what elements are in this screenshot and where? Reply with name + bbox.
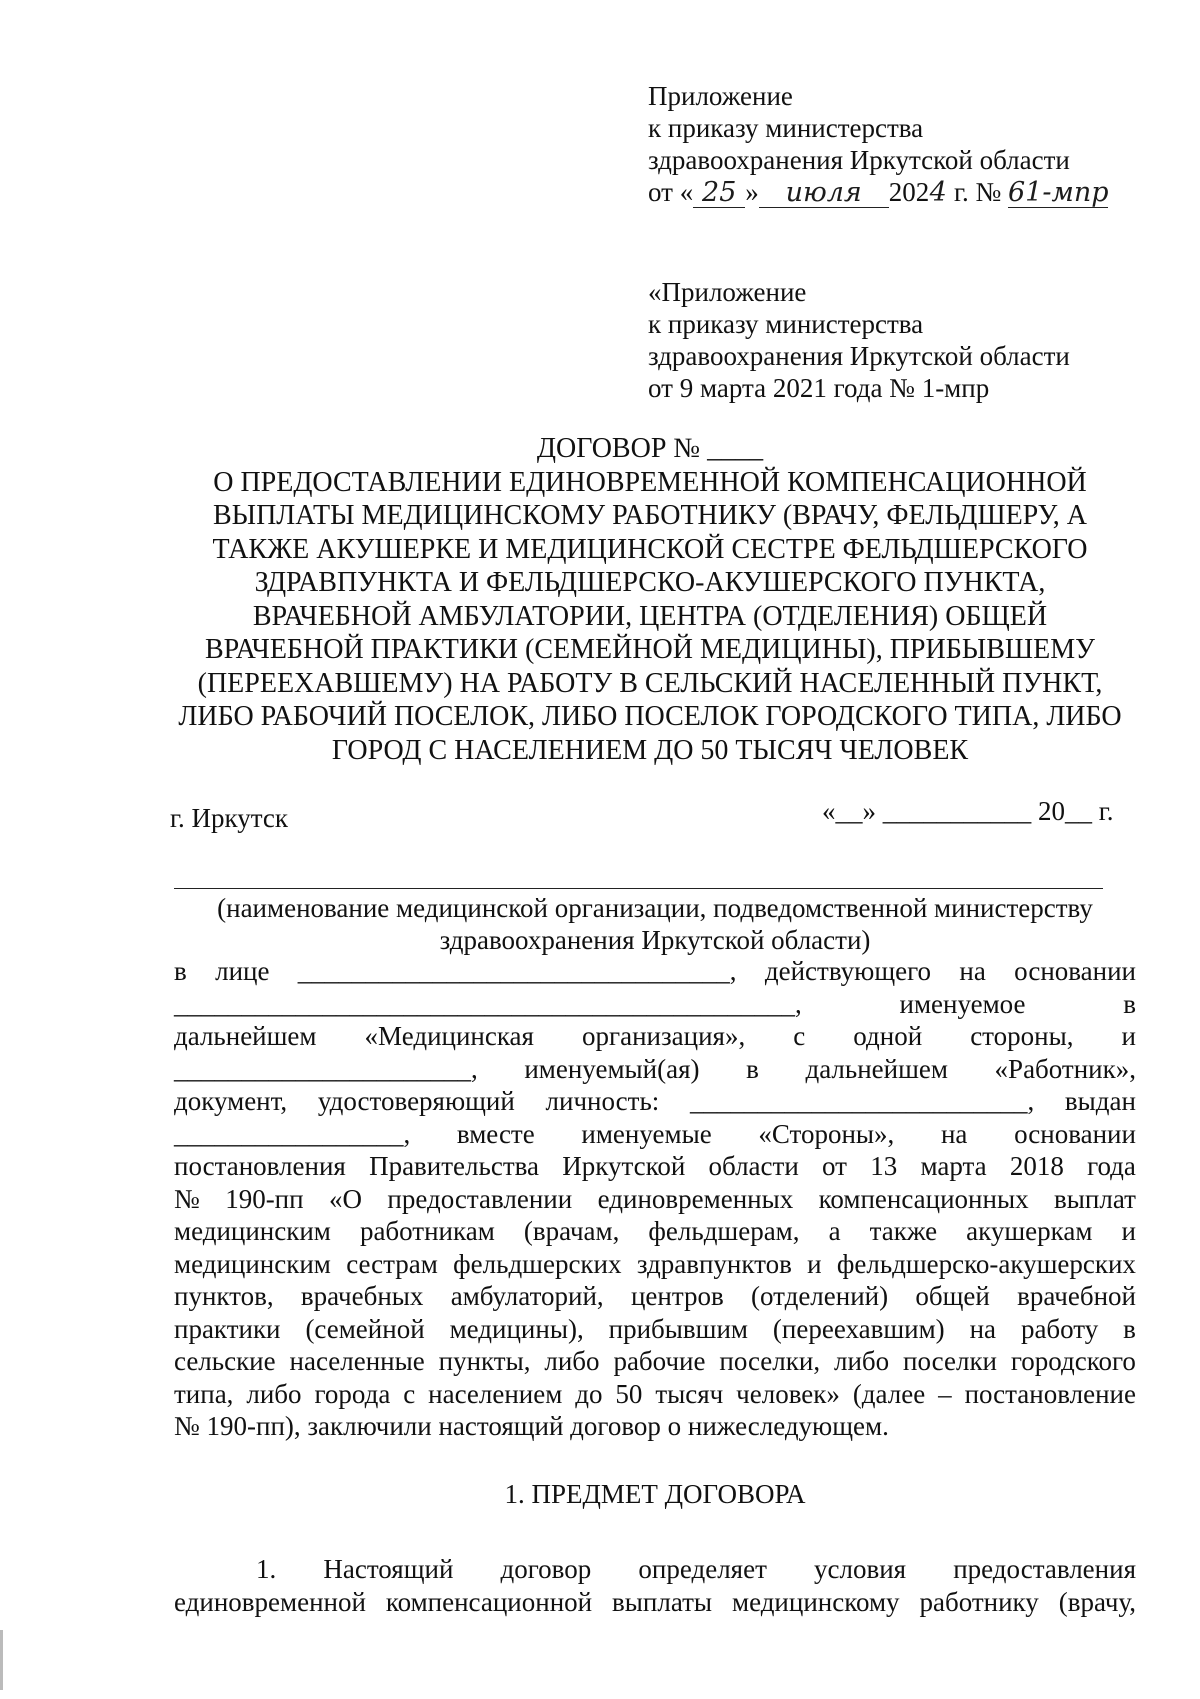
word: выплаты: [612, 1586, 713, 1617]
word: организация»,: [582, 1021, 746, 1051]
preamble-line: [174, 988, 1136, 1021]
appendix-old-line1: «Приложение: [648, 277, 807, 307]
word: фельдшерам,: [648, 1216, 800, 1246]
word: здравпунктов: [636, 1248, 792, 1279]
word: фельдшерско-акушерских: [836, 1248, 1136, 1279]
section1-paragraph: [174, 1553, 1136, 1618]
word: человек»: [736, 1378, 840, 1409]
word: компенсационной: [385, 1586, 593, 1617]
word: до: [575, 1378, 603, 1409]
word: на: [940, 1118, 968, 1149]
word: 50: [615, 1378, 643, 1409]
preamble-line: [174, 1248, 1136, 1281]
preamble-line: [174, 1215, 1136, 1248]
word: (отделений): [751, 1281, 889, 1311]
word: предоставлении: [387, 1183, 573, 1214]
word: медицинскому: [731, 1586, 900, 1617]
word: на: [969, 1313, 997, 1344]
word: №: [174, 1183, 200, 1214]
appendix-old-line3: здравоохранения Иркутской области: [648, 341, 1070, 371]
word: либо: [833, 1346, 890, 1376]
word: постановление: [964, 1378, 1136, 1409]
word: ______________________________________________,: [174, 988, 802, 1019]
word: от: [822, 1151, 847, 1181]
word: договор: [500, 1554, 592, 1584]
word: именуемый(ая): [524, 1053, 700, 1084]
word: медицинским: [174, 1216, 331, 1246]
word: с: [793, 1021, 806, 1051]
word: населенные: [289, 1346, 425, 1376]
title-line1: О ПРЕДОСТАВЛЕНИИ ЕДИНОВРЕМЕННОЙ КОМПЕНСАЦИОННОЙ: [213, 466, 1087, 498]
word: города: [314, 1378, 391, 1409]
word: акушеркам: [966, 1216, 1093, 1246]
word: а: [828, 1216, 841, 1246]
org-name-line: [174, 888, 1103, 889]
word: (переехавшим): [772, 1313, 945, 1344]
word: в: [1123, 988, 1136, 1019]
title-line3: ТАКЖЕ АКУШЕРКЕ И МЕДИЦИНСКОЙ СЕСТРЕ ФЕЛЬДШЕРСКОГО: [212, 533, 1088, 565]
word: определяет: [638, 1554, 767, 1584]
word: лице: [215, 956, 270, 986]
word: –: [938, 1378, 952, 1409]
appendix-old: [648, 276, 1070, 404]
word: врачебной: [1017, 1281, 1136, 1311]
word: условия: [814, 1554, 907, 1584]
word: (далее: [852, 1378, 926, 1409]
word: области: [708, 1151, 799, 1181]
word: пункты,: [438, 1346, 531, 1376]
section1-p1-line1: [174, 1553, 1136, 1586]
appendix-new-line1: Приложение: [648, 81, 793, 111]
word: центров: [630, 1281, 724, 1311]
section1-p1-line2: [174, 1586, 1136, 1619]
title-line4: ЗДРАВПУНКТА И ФЕЛЬДШЕРСКО-АКУШЕРСКОГО ПУНКТА,: [254, 567, 1046, 598]
word: «Работник»,: [994, 1053, 1136, 1084]
preamble-line: [174, 1313, 1136, 1346]
word: сельские: [174, 1346, 276, 1376]
org-caption-line2: здравоохранения Иркутской области): [439, 925, 871, 955]
word: стороны,: [970, 1021, 1074, 1051]
word: _________________,: [174, 1118, 411, 1149]
word: тысяч: [655, 1378, 724, 1409]
word: общей: [915, 1281, 990, 1311]
word: прибывшим: [608, 1313, 748, 1344]
city: г. Иркутск: [170, 803, 288, 833]
word: дальнейшем: [174, 1021, 317, 1051]
word: и: [1121, 1021, 1136, 1051]
word: поселки: [903, 1346, 998, 1376]
word: сестрам: [346, 1248, 438, 1279]
date-prefix: от «: [648, 177, 694, 207]
word: также: [869, 1216, 938, 1246]
contract-heading: ДОГОВОР № ____: [536, 433, 764, 464]
org-caption: [174, 892, 1136, 956]
word: 1.: [256, 1554, 277, 1584]
date-month-handwritten: июля: [759, 179, 889, 208]
word: и: [1121, 1216, 1136, 1246]
word: пунктов,: [174, 1281, 274, 1311]
scan-edge-mark: [0, 1630, 3, 1690]
word: единовременных: [597, 1183, 794, 1214]
title-line9: ГОРОД С НАСЕЛЕНИЕМ ДО 50 ТЫСЯЧ ЧЕЛОВЕК: [331, 734, 969, 766]
word: работнику: [919, 1586, 1039, 1617]
word: ______________________,: [174, 1053, 478, 1084]
word: Настоящий: [323, 1554, 454, 1584]
preamble-line: [174, 1118, 1136, 1151]
word: «Медицинская: [364, 1021, 534, 1051]
word: компенсационных: [818, 1183, 1029, 1214]
title-line5: ВРАЧЕБНОЙ АМБУЛАТОРИИ, ЦЕНТРА (ОТДЕЛЕНИЯ) ОБЩЕЙ: [252, 600, 1048, 632]
preamble-last-line: № 190-пп), заключили настоящий договор о нижеследующем.: [174, 1411, 889, 1441]
word: документ,: [174, 1086, 288, 1116]
contract-title: [170, 432, 1130, 767]
date-mid: »: [745, 177, 759, 207]
preamble-line: [174, 1378, 1136, 1411]
appendix-old-line2: к приказу министерства: [648, 309, 924, 339]
word: _________________________,: [689, 1086, 1035, 1116]
word: 190-пп: [225, 1183, 304, 1214]
word: рабочие: [613, 1346, 706, 1376]
title-line8: ЛИБО РАБОЧИЙ ПОСЕЛОК, ЛИБО ПОСЕЛОК ГОРОДСКОГО ТИПА, ЛИБО: [178, 701, 1122, 732]
preamble-line: [174, 1150, 1136, 1183]
word: (семейной: [305, 1313, 425, 1344]
word: медицинским: [174, 1248, 331, 1279]
word: удостоверяющий: [317, 1086, 515, 1116]
word: и: [807, 1248, 822, 1279]
appendix-new: [648, 80, 1108, 208]
word: марта: [920, 1151, 987, 1181]
word: ________________________________,: [297, 956, 737, 986]
word: 2018: [1009, 1151, 1064, 1181]
preamble-line: [174, 1280, 1136, 1313]
word: именуемые: [581, 1118, 712, 1149]
word: в: [1123, 1313, 1136, 1344]
word: либо: [544, 1346, 600, 1376]
word: «Стороны»,: [758, 1118, 895, 1149]
word: именуемое: [899, 988, 1026, 1019]
date-number-prefix: г. №: [947, 177, 1008, 207]
word: дальнейшем: [805, 1053, 948, 1084]
word: Иркутской: [562, 1151, 686, 1181]
word: в: [746, 1053, 759, 1084]
org-caption-line1: (наименование медицинской организации, подведомственной министерству: [217, 893, 1093, 923]
preamble-line: [174, 1345, 1136, 1378]
appendix-new-line3: здравоохранения Иркутской области: [648, 145, 1070, 175]
word: поселки,: [719, 1346, 821, 1376]
title-line7: (ПЕРЕЕХАВШЕМУ) НА РАБОТУ В СЕЛЬСКИЙ НАСЕЛЕННЫЙ ПУНКТ,: [197, 667, 1103, 699]
preamble-line: [174, 1085, 1136, 1118]
title-line6: ВРАЧЕБНОЙ ПРАКТИКИ (СЕМЕЙНОЙ МЕДИЦИНЫ), ПРИБЫВШЕМУ: [205, 634, 1095, 665]
word: работу: [1020, 1313, 1099, 1344]
date-year-handwritten: 4: [929, 177, 947, 208]
preamble: [174, 955, 1136, 1443]
word: с: [403, 1378, 416, 1409]
appendix-new-date-line: [648, 176, 1108, 208]
word: действующего: [764, 956, 932, 986]
section1-heading: 1. ПРЕДМЕТ ДОГОВОРА: [504, 1479, 806, 1509]
word: предоставления: [953, 1554, 1136, 1584]
appendix-new-line2: к приказу министерства: [648, 113, 924, 143]
preamble-line: [174, 1053, 1136, 1086]
word: выдан: [1064, 1086, 1136, 1116]
word: «О: [329, 1183, 362, 1214]
word: (врачам,: [523, 1216, 620, 1246]
date-day-handwritten: 25: [693, 179, 745, 208]
preamble-line: [174, 1183, 1136, 1216]
preamble-line: [174, 1020, 1136, 1053]
word: основании: [1014, 1118, 1136, 1149]
word: медицины),: [449, 1313, 584, 1344]
date-number-handwritten: 61-мпр: [1008, 177, 1109, 208]
word: либо: [246, 1378, 302, 1409]
word: городского: [1010, 1346, 1136, 1376]
word: основании: [1014, 956, 1136, 986]
word: населением: [428, 1378, 563, 1409]
word: в: [174, 956, 187, 986]
title-line2: ВЫПЛАТЫ МЕДИЦИНСКОМУ РАБОТНИКУ (ВРАЧУ, ФЕЛЬДШЕРУ, А: [212, 500, 1088, 531]
word: единовременной: [174, 1586, 366, 1617]
word: одной: [853, 1021, 923, 1051]
word: на: [959, 956, 986, 986]
word: врачебных: [300, 1281, 424, 1311]
contract-date: «__» ___________ 20__ г.: [822, 796, 1114, 826]
preamble-line: [174, 955, 1136, 988]
word: амбулаторий,: [450, 1281, 604, 1311]
word: постановления: [174, 1151, 346, 1181]
word: личность:: [545, 1086, 660, 1116]
word: 13: [870, 1151, 898, 1181]
word: года: [1087, 1151, 1136, 1181]
word: типа,: [174, 1378, 234, 1409]
appendix-old-line4: от 9 марта 2021 года № 1-мпр: [648, 373, 990, 403]
word: практики: [174, 1313, 281, 1344]
word: фельдшерских: [453, 1248, 622, 1279]
date-year-prefix: 202: [888, 177, 930, 207]
word: Правительства: [369, 1151, 539, 1181]
word: работникам: [359, 1216, 495, 1246]
word: (врачу,: [1058, 1586, 1136, 1617]
word: выплат: [1054, 1183, 1136, 1214]
word: вместе: [456, 1118, 535, 1149]
